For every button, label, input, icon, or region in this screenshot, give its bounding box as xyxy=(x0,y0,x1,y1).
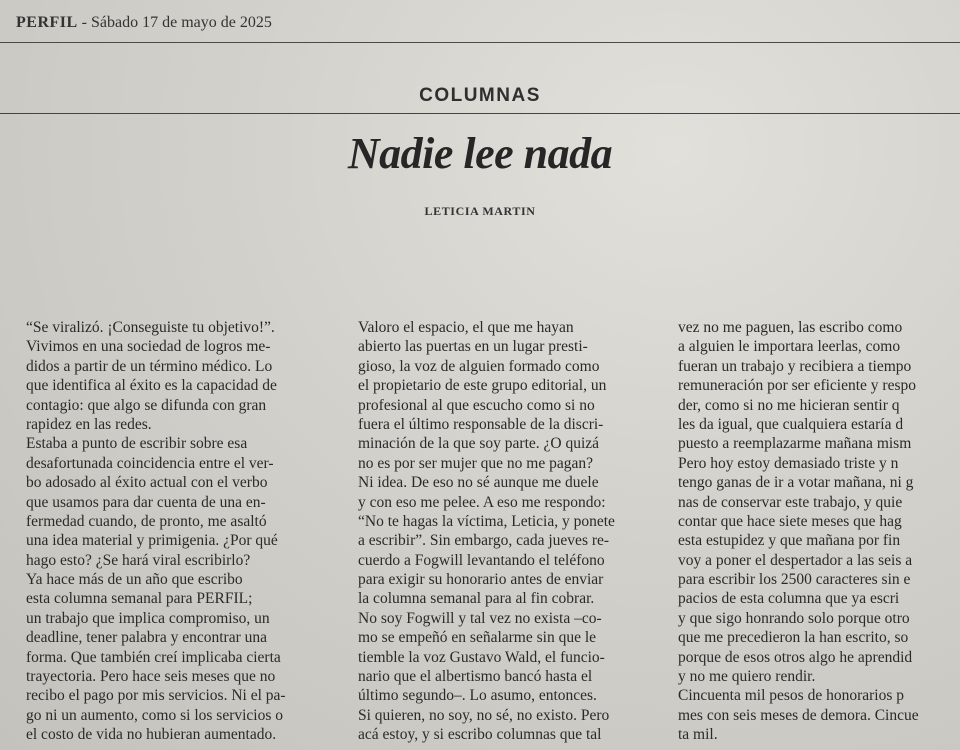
text-line: el propietario de este grupo editorial, un xyxy=(358,377,607,395)
text-line: Pero hoy estoy demasiado triste y n xyxy=(678,454,899,472)
text-line: nas de conservar este trabajo, y quie xyxy=(678,493,903,511)
text-line: tengo ganas de ir a votar mañana, ni g xyxy=(678,474,914,492)
text-line: porque de esos otros algo he aprendid xyxy=(678,648,913,666)
text-line: la columna semanal para al fin cobrar. xyxy=(358,590,595,608)
text-line: acá estoy, y si escribo columnas que tal xyxy=(358,726,602,744)
text-line: contar que hace siete meses que hag xyxy=(678,512,902,530)
text-line: y con eso me pelee. A eso me respondo: xyxy=(358,493,606,511)
text-line: y que sigo honrando solo porque otro xyxy=(678,609,910,627)
text-line: que identifica al éxito es la capacidad de xyxy=(26,377,277,395)
section-label: COLUMNAS xyxy=(419,85,541,106)
text-line: contagio: que algo se difunda con gran xyxy=(26,396,267,414)
text-line: cuerdo a Fogwill levantando el teléfono xyxy=(358,551,605,569)
text-line: para escribir los 2500 caracteres sin e xyxy=(678,571,911,589)
text-line: “Se viralizó. ¡Conseguiste tu objetivo!”. xyxy=(26,319,275,336)
text-line: a escribir”. Sin embargo, cada jueves re- xyxy=(358,532,610,550)
top-rule xyxy=(0,42,960,43)
section-rule xyxy=(0,113,960,114)
text-line: Ya hace más de un año que escribo xyxy=(26,571,243,589)
text-line: el costo de vida no hubieran aumentado. xyxy=(26,726,277,744)
text-line: forma. Que también creí implicaba cierta xyxy=(26,648,281,666)
text-line: der, como si no me hicieran sentir q xyxy=(678,396,900,414)
text-line: gioso, la voz de alguien formado como xyxy=(358,357,600,375)
issue-date: Sábado 17 de mayo de 2025 xyxy=(91,14,272,31)
text-line: fuera el último responsable de la discri- xyxy=(358,415,604,433)
text-line: remuneración por ser eficiente y respo xyxy=(678,377,916,395)
newspaper-header xyxy=(16,14,272,32)
header-separator: - xyxy=(81,14,87,31)
text-line: les da igual, que cualquiera estaría d xyxy=(678,415,904,433)
text-line: bo adosado al éxito actual con el verbo xyxy=(26,474,268,492)
article-column-3 xyxy=(678,318,960,745)
text-line: hago esto? ¿Se hará viral escribirlo? xyxy=(26,551,251,569)
article-author: LETICIA MARTIN xyxy=(424,204,536,218)
text-line: trayectoria. Pero hace seis meses que no xyxy=(26,668,276,686)
text-line: Cincuenta mil pesos de honorarios p xyxy=(678,687,904,705)
article-title: Nadie lee nada xyxy=(347,129,613,178)
text-line: recibo el pago por mis servicios. Ni el pa- xyxy=(26,687,286,705)
text-line: para exigir su honorario antes de enviar xyxy=(358,571,604,589)
text-line: un trabajo que implica compromiso, un xyxy=(26,609,270,627)
text-line: minación de la que soy parte. ¿O quizá xyxy=(358,435,600,453)
text-line: deadline, tener palabra y encontrar una xyxy=(26,629,267,647)
text-line: “No te hagas la víctima, Leticia, y ponete xyxy=(358,512,615,530)
text-line: nario que el albertismo bancó hasta el xyxy=(358,668,593,686)
text-line: Ni idea. De eso no sé aunque me duele xyxy=(358,474,599,492)
text-line: puesto a reemplazarme mañana mism xyxy=(678,435,912,453)
article-column-2 xyxy=(358,318,664,745)
text-line: fueran un trabajo y recibiera a tiempo xyxy=(678,357,912,375)
text-line: Vivimos en una sociedad de logros me- xyxy=(26,338,271,356)
text-line: vez no me paguen, las escribo como xyxy=(678,319,903,336)
text-line: Si quieren, no soy, no sé, no existo. Pero xyxy=(358,706,610,724)
text-line: rapidez en las redes. xyxy=(26,415,152,433)
text-line: mo se empeñó en señalarme sin que le xyxy=(358,629,597,647)
text-line: voy a poner el despertador a las seis a xyxy=(678,551,913,569)
text-line: profesional al que escucho como si no xyxy=(358,396,595,414)
text-line: que me precedieron la han escrito, so xyxy=(678,629,909,647)
text-line: esta estupidez y que mañana por fin xyxy=(678,532,901,550)
text-line: no es por ser mujer que no me pagan? xyxy=(358,454,594,472)
text-line: Estaba a punto de escribir sobre esa xyxy=(26,435,248,453)
text-line: que usamos para dar cuenta de una en- xyxy=(26,493,266,511)
text-line: y no me quiero rendir. xyxy=(678,668,816,686)
newspaper-brand: PERFIL xyxy=(16,14,78,31)
text-line: abierto las puertas en un lugar presti- xyxy=(358,338,588,356)
text-line: desafortunada coincidencia entre el ver- xyxy=(26,454,274,472)
text-line: esta columna semanal para PERFIL; xyxy=(26,590,253,608)
text-line: tiemble la voz Gustavo Wald, el funcio- xyxy=(358,648,605,666)
text-line: fermedad cuando, de pronto, me asaltó xyxy=(26,512,267,530)
text-line: Valoro el espacio, el que me hayan xyxy=(358,319,574,336)
text-line: último segundo–. Lo asumo, entonces. xyxy=(358,687,597,705)
text-line: mes con seis meses de demora. Cincue xyxy=(678,706,919,724)
text-line: didos a partir de un término médico. Lo xyxy=(26,357,273,375)
text-line: go ni un aumento, como si los servicios o xyxy=(26,706,284,724)
text-line: pacios de esta columna que ya escri xyxy=(678,590,900,608)
article-column-1 xyxy=(26,318,344,745)
text-line: ta mil. xyxy=(678,726,718,744)
text-line: No soy Fogwill y tal vez no exista –co- xyxy=(358,609,602,627)
text-line: a alguien le importara leerlas, como xyxy=(678,338,901,356)
text-line: una idea material y primigenia. ¿Por qué xyxy=(26,532,278,550)
